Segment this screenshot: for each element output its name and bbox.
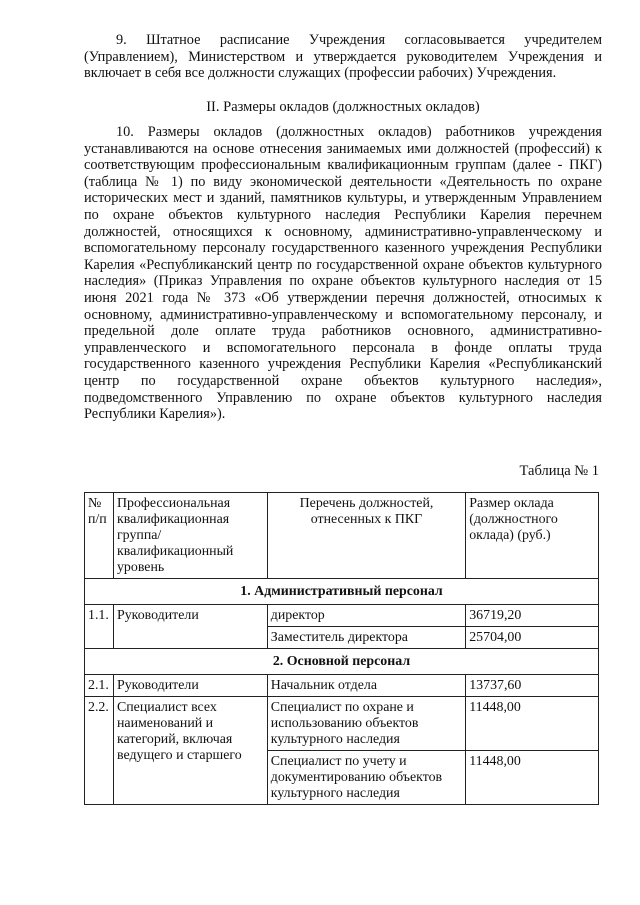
paragraph-9: [84, 32, 602, 82]
header-group: Профессиональная квалификационная группа/квалификационный уровень: [113, 493, 267, 579]
table-caption: Таблица № 1: [519, 463, 599, 479]
section-2-title: 2. Основной персонал: [85, 649, 599, 675]
paragraph-10: [84, 124, 602, 423]
position-salary: 11448,00: [466, 751, 599, 805]
row-group: Руководители: [113, 675, 267, 697]
section-heading: II. Размеры окладов (должностных окладов): [206, 99, 480, 115]
position-salary: 25704,00: [466, 627, 599, 649]
salary-table: [84, 492, 599, 805]
position-title: Специалист по охране и использованию объектов культурного наследия: [267, 697, 465, 751]
row-num: 1.1.: [85, 605, 114, 649]
table-row: [85, 675, 599, 697]
paragraph-9-text: 9. Штатное расписание Учреждения согласовывается учредителем (Управлением), Министерством и утверждается руководителем Учреждения и включает в себя все должности служащих (профессии рабочих) Учреждения.: [84, 32, 602, 82]
table-header-row: [85, 493, 599, 579]
position-salary: 36719,20: [466, 605, 599, 627]
section-row: [85, 649, 599, 675]
paragraph-10-text: 10. Размеры окладов (должностных окладов) работников учреждения устанавливаются на основе отнесения занимаемых ими должностей (профессий) к соответствующим профессиональным квалификационным группам (далее - ПКГ) (таблица № 1) по виду экономической деятельности «Деятельность по охране исторических мест и зданий, памятников культуры, и утвержденным Управлением по охране объектов культурного наследия Республики Карелия перечнем должностей, относящихся к основному, административно-управленческому и вспомогательному персоналу государственного казенного учреждения Республики Карелия «Республиканский центр по государственной охране объектов культурного наследия» (Приказ Управления по охране объектов культурного наследия от 15 июня 2021 года № 373 «Об утверждении перечня должностей, относимых к основному, административно-управленческому и вспомогательному персоналу, и предельной доле оплате труда работников основного, административно-управленческого и вспомогательного персонала в фонде оплаты труда государственного казенного учреждения Республики Карелия «Республиканский центр по государственной охране объектов культурного наследия», подведомственного Управлению по охране объектов культурного наследия Республики Карелия»).: [84, 124, 602, 423]
section-row: [85, 579, 599, 605]
row-num: 2.2.: [85, 697, 114, 805]
position-salary: 11448,00: [466, 697, 599, 751]
position-title: директор: [267, 605, 465, 627]
table-row: [85, 605, 599, 627]
row-group: Специалист всех наименований и категорий, включая ведущего и старшего: [113, 697, 267, 805]
row-group: Руководители: [113, 605, 267, 649]
position-title: Заместитель директора: [267, 627, 465, 649]
row-num: 2.1.: [85, 675, 114, 697]
header-salary: Размер оклада (должностного оклада) (руб.): [466, 493, 599, 579]
position-title: Специалист по учету и документированию объектов культурного наследия: [267, 751, 465, 805]
header-num: № п/п: [85, 493, 114, 579]
section-1-title: 1. Административный персонал: [85, 579, 599, 605]
position-title: Начальник отдела: [267, 675, 465, 697]
table-row: [85, 697, 599, 751]
header-positions: Перечень должностей, отнесенных к ПКГ: [267, 493, 465, 579]
position-salary: 13737,60: [466, 675, 599, 697]
